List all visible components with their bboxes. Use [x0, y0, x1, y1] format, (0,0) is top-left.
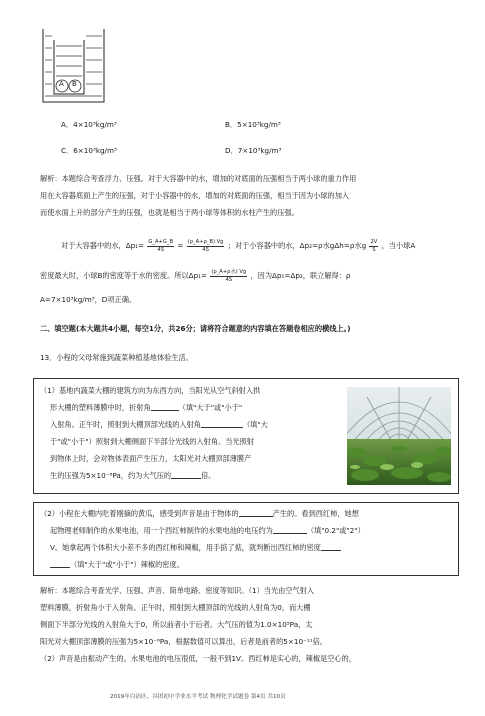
q13-blank-density-b: [50, 559, 70, 568]
eq1-frac1-num: G_A+G_B: [148, 239, 174, 245]
analysis1-line3: 而使水面上升的部分产生的压强，也就是相当于两小球等体积的水柱产生的压强。: [40, 208, 299, 217]
q13-p2-l1-tail: 产生的。看到西红柿，她想: [272, 509, 359, 518]
eq2-post: ，因为Δp₁=Δp₂，联立解得：ρ: [250, 271, 351, 280]
q13-p1-line5: 到物体上时，会对物体表面产生压力，太阳光对大棚顶部薄膜产: [50, 454, 252, 463]
analysis1-line1: 解析：本题综合考查浮力、压强。对于大容器中的水，增加的对底面的压强相当于两小球的重力作用: [40, 174, 357, 183]
q13-p1-l2-hint: （填"大于"或"小于": [178, 403, 243, 412]
q13-p2-line2: [50, 525, 365, 536]
q13-p2-l3-text: V。她拿起两个体积大小差不多的西红柿和辣椒，用手掂了掂，就判断出西红柿的密度: [50, 543, 321, 552]
q13-p1-l2-text: 形大棚的塑料薄膜中时，折射角: [50, 403, 151, 412]
eq1-frac2-den: 4S: [202, 246, 209, 253]
q13-p1-line1: （1）基地内蔬菜大棚的建筑方向为东西方向，当阳光从空气斜射入拱: [40, 386, 261, 395]
eq1-equals: =: [177, 241, 184, 250]
eq2-frac-den: 4S: [225, 276, 233, 283]
greenhouse-photo: [347, 387, 451, 485]
greenhouse-image: [347, 387, 451, 485]
eq1-fraction2: [187, 239, 225, 253]
analysis1-equation3: A=7×10³kg/m³，D项正确。: [40, 295, 137, 304]
q13-p2-line4: [50, 559, 184, 570]
eq1-pre: 对于大容器中的水，Δp₁=: [61, 241, 145, 250]
q13-part1-box: [33, 378, 459, 494]
q13-p1-l6-end: 倍。: [201, 471, 216, 480]
ball-b-label: B: [72, 80, 77, 88]
q13-blank-incidence: [201, 419, 243, 428]
q13-stem: 13．小程的父母常施到蔬菜种植基地体验生活。: [40, 353, 193, 362]
q13-p2-line3: [50, 542, 341, 553]
eq1-fraction1: [147, 239, 174, 253]
eq1-mid: ；对于小容器中的水，Δp₂=ρ水gΔh=ρ水g: [227, 241, 367, 250]
analysis2-line1: 解析：本题综合考查光学、压强、声音、简单电路、密度等知识。（1）当光由空气射入: [40, 586, 315, 595]
beaker-diagram: [40, 26, 108, 106]
option-d: D．7×10³kg/m³: [225, 146, 282, 155]
option-b: B．5×10³kg/m³: [225, 120, 281, 129]
q13-blank-vibration: [239, 508, 273, 517]
analysis2-line3: 侧面下半部分光线的入射角大于0，所以前者小于后者。大气压的值为1.0×10⁵Pa，太: [40, 620, 313, 629]
q13-p1-line2: [50, 402, 242, 413]
q13-p1-line4: 于"或"小于"）照射到大棚侧面下半部分光线的入射角。当光照射: [50, 437, 254, 446]
q13-blank-refraction: [151, 402, 179, 411]
eq1-frac1-den: 4S: [157, 246, 165, 253]
eq1-frac2-num: (ρ_A+ρ_B) Vg: [187, 239, 224, 245]
q13-p1-l6-text: 生的压强为5×10⁻⁶Pa，约为大气压的: [50, 471, 172, 480]
eq1-fraction3: [369, 239, 378, 253]
eq2-frac-num: (ρ_A+ρ水) Vg: [211, 269, 247, 275]
q13-p1-line6: [50, 470, 215, 481]
analysis1-equation1: [61, 238, 415, 254]
ball-a-label: A: [59, 80, 64, 88]
section2-title: 二、填空题(本大题共4小题，每空1分，共26分；请将符合题意的内容填在答题卷相应的横线上。): [40, 324, 351, 333]
q13-p1-l3-hint: （填"大: [242, 420, 268, 429]
analysis2-line4: 阳光对大棚顶部薄膜的压强为5×10⁻⁶Pa，根据数值可以算出，后者是前者的5×10⁻¹¹倍。: [40, 637, 327, 646]
option-c: C．6×10³kg/m³: [61, 146, 117, 155]
beaker-figure: [40, 26, 108, 106]
eq1-frac3-den: S: [372, 246, 376, 253]
q13-blank-ratio: [171, 470, 201, 479]
q13-p1-line3: [50, 419, 268, 430]
q13-p2-l1-text: （2）小程在大棚内吃着刚摘的黄瓜，感受到声音是由于物体的: [40, 509, 239, 518]
analysis2-line5: （2）声音是由振动产生的。水果电池的电压很低，一般不到1V。西红柿是实心的，辣椒是空心的，: [40, 654, 356, 663]
q13-blank-density-a: [321, 542, 341, 551]
q13-p2-line1: [40, 508, 359, 519]
page-footer: 2019年白治区、具团初中学业水平考试 物理化学试题卷 第4页 共10页: [110, 694, 286, 700]
q13-p2-l4-text: （填"大于"或"小于"）辣椒的密度。: [70, 560, 184, 569]
q13-part2-box: [33, 502, 459, 576]
analysis1-line2: 用在大容器底面上产生的压强，对于小容器中的水，增加的对底面的压强，相当于因为小球的加入: [40, 191, 350, 200]
q13-p2-l2-text: 起物理老师制作的水果电池，用一个西红柿制作的水果电池的电压约为: [50, 526, 273, 535]
q13-p2-l2-hint: （填"0.2"或"2"）: [306, 526, 365, 535]
analysis1-equation2: [40, 268, 350, 284]
eq2-pre: 密度最大时，小球B的密度等于水的密度。所以Δp₁=: [40, 271, 208, 280]
eq1-frac3-num: 2V: [370, 239, 378, 245]
q13-blank-voltage: [273, 525, 307, 534]
eq1-post: ，当小球A: [381, 241, 416, 250]
eq2-fraction: [210, 269, 247, 283]
analysis2-line2: 塑料薄膜，折射角小于入射角。正午时，照射到大棚顶部的光线的入射角为0，而大棚: [40, 603, 311, 612]
q13-p1-l3-text: 入射角。正午时，照射到大棚顶部光线的入射角: [50, 420, 201, 429]
option-a: A．4×10³kg/m³: [61, 120, 117, 129]
